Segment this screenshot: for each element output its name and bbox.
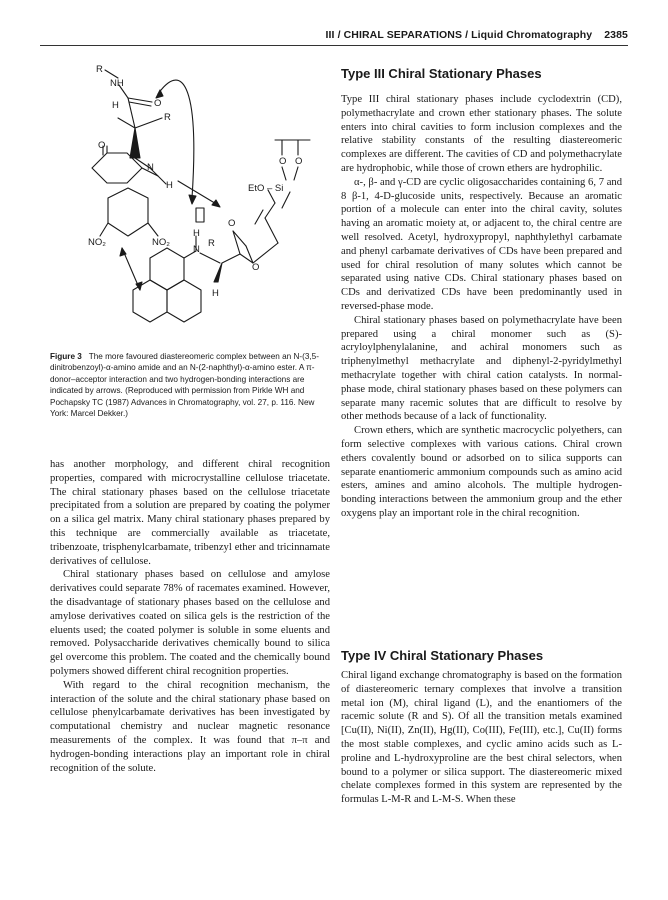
bond <box>105 70 118 78</box>
wedge-bond <box>130 128 140 158</box>
header-rule <box>40 45 628 46</box>
bond <box>255 210 263 224</box>
running-head <box>326 29 629 41</box>
hydrogen-bond-arrow <box>158 80 194 198</box>
bond <box>196 208 204 222</box>
figure-caption <box>50 351 332 419</box>
bond <box>158 176 166 184</box>
atom-label: R <box>96 64 103 75</box>
paragraph: Chiral stationary phases based on polymethacrylate have been prepared using a chiral monomer such as (S)-acryloylphenylalanine, and achiral monomers such as triphenylmethyl methacrylate and diphenyl-2-pyridylmethyl methacrylate together with chiral cation catalysts. In normal-phase mode, chiral stationary phases based on these polymers can separate many racemic solutes that are difficult to resolve by other methods because of a lack of functionality. <box>341 314 622 423</box>
atom-label: NO₂ <box>152 237 170 248</box>
arrow-head <box>156 90 163 98</box>
bond <box>282 167 286 180</box>
arrow-head <box>120 248 126 256</box>
atom-label: N <box>193 244 200 255</box>
paragraph: Chiral stationary phases based on cellulose and amylose derivatives could separate 78% of racemates examined. However, the disadvantage of stationary phases based on the cellulose and amylose derivatives coated on silica gels is the restriction of the eluents used; the coated polymer is soluble in some eluents and removed. Polysaccharide derivatives chemically bound to silica gel overcome this problem. The coated and the chemically bound polymers showed different chiral recognition properties. <box>50 569 330 677</box>
left-column <box>50 458 330 775</box>
bond <box>118 118 135 128</box>
atom-label: H <box>212 288 219 299</box>
atom-label: O <box>154 98 162 109</box>
atom-label: R <box>208 238 215 249</box>
bond <box>100 223 108 236</box>
bond <box>200 253 220 263</box>
ring <box>108 188 148 236</box>
atom-label: H <box>112 100 119 111</box>
page-number: 2385 <box>604 29 628 41</box>
ring <box>150 248 184 290</box>
atom-label: O <box>295 156 303 167</box>
atom-label: EtO – Si <box>248 183 284 194</box>
atom-label: NO₂ <box>88 237 106 248</box>
bond <box>265 218 278 243</box>
section-heading-type3: Type III Chiral Stationary Phases <box>341 66 542 81</box>
paragraph: Type III chiral stationary phases include cyclodextrin (CD), polymethacrylate and crown ether stationary phases. The solute enters into chiral cavities to form inclusion complexes and the relative stability constants of the resulting diastereomeric complexes are different. The cavities of CD and polymethacrylate are hydrophobic, while those of crown ethers are hydrophilic. <box>341 94 622 174</box>
paragraph: Chiral ligand exchange chromatography is based on the formation of diastereomeric ternary complexes that involve a transition metal ion (M), chiral ligand (L), and the enantiomers of the racemic solute (R and S). Of all the transition metals examined [Cu(II), Ni(II), Zn(II), Hg(II), Co(III), Fe(III), etc.], Cu(II) forms the most stable complexes, and cyclic amino acids such as L-proline and L-hydroxyproline are the best chiral selectors, when bound to a polymer or silica support. The diastereomeric mixed chelate complexes formed in this system are represented by the formulas L-M-R and L-M-S. When these <box>341 670 622 806</box>
atom-label: N <box>147 162 154 173</box>
arrow-head <box>189 195 196 204</box>
running-title: III / CHIRAL SEPARATIONS / Liquid Chromatography <box>325 29 593 41</box>
atom-label: O <box>228 218 236 229</box>
paragraph: α-, β- and γ-CD are cyclic oligosaccharides containing 6, 7 and 8 β-1, 4-D-glucoside units, respectively. Because an aromatic portion of a molecule can enter into the chiral cavity, solutes having an aromatic moiety at, or adjacent to, the chiral centre are well resolved. Acetyl, hydroxypropyl, naphthylethyl carbamate and phenyl carbamate derivatives of CDs have been prepared and used for chiral resolution of many solutes which cannot be separated using native CDs. Chiral stationary phases based on CDs and derivatized CDs have been predominantly used in reversed-phase mode. <box>341 176 622 312</box>
paragraph: With regard to the chiral recognition mechanism, the interaction of the solute and the chiral stationary phase based on cellulose phenylcarbamate derivatives has been investigated by computational chemistry and nuclear magnetic resonance measurements of the complex. It was found that π–π and hydrogen-bonding interactions play an important role in chiral recognition of the solute. <box>50 679 330 774</box>
paragraph: has another morphology, and different chiral recognition properties, compared with microcrystalline cellulose triacetate. The chiral stationary phases based on the cellulose triacetate precipitated from a solution are prepared by coating the polymer on a silica gel matrix. Many chiral stationary phases prepared by this technique are commercially available as triacetate, tribenzoate, trisphenylcarbamate, tribenzyl ether and tricinnamate derivatives of cellulose. <box>50 459 330 567</box>
atom-label: NH <box>110 78 124 89</box>
paragraph: Crown ethers, which are synthetic macrocyclic polyethers, can form selective complexes with various cations. Chiral crown ethers covalently bound or adsorbed on to silica supports can separate enantiomeric ammonium compounds such as amino acid esters, amines and amino alcohols. The multiple hydrogen-bonding interactions between the ammonium group and the ether oxygens play an important role in the chiral recognition. <box>341 425 622 519</box>
figure-3-structure-diagram <box>50 58 330 348</box>
bond <box>135 118 162 128</box>
section-heading-type4: Type IV Chiral Stationary Phases <box>341 648 544 663</box>
bond <box>294 167 298 180</box>
atom-label: H <box>193 228 200 239</box>
bond <box>128 98 152 102</box>
bond <box>148 223 158 236</box>
atom-label: R <box>164 112 171 123</box>
atom-label: H <box>166 180 173 191</box>
arrow-head <box>212 200 220 207</box>
right-column <box>341 93 622 521</box>
atom-label: O <box>98 140 106 151</box>
wedge-bond <box>214 263 222 282</box>
hydrogen-bond-arrow <box>178 181 218 205</box>
bond <box>265 203 275 218</box>
ring <box>167 280 201 322</box>
bond <box>129 102 151 106</box>
bond <box>222 254 240 263</box>
right-column-continued <box>341 669 622 807</box>
caption-text: The more favoured diastereomeric complex between an N-(3,5-dinitrobenzoyl)-α-amino amide and an N-(2-naphthyl)-α-amino ester. A π-donor–acceptor interaction and two hydrogen-bonding interactions are indicated by arrows. (Reproduced with permission from Pirkle WH and Pochapsky TC (1987) Advances in Chromatography, vol. 27, p. 116. New York: Marcel Dekker.) <box>50 352 319 419</box>
bond <box>282 192 290 208</box>
atom-label: O <box>252 262 260 273</box>
figure-label: Figure 3 <box>50 352 82 361</box>
atom-label: O <box>279 156 287 167</box>
bond <box>253 243 278 263</box>
